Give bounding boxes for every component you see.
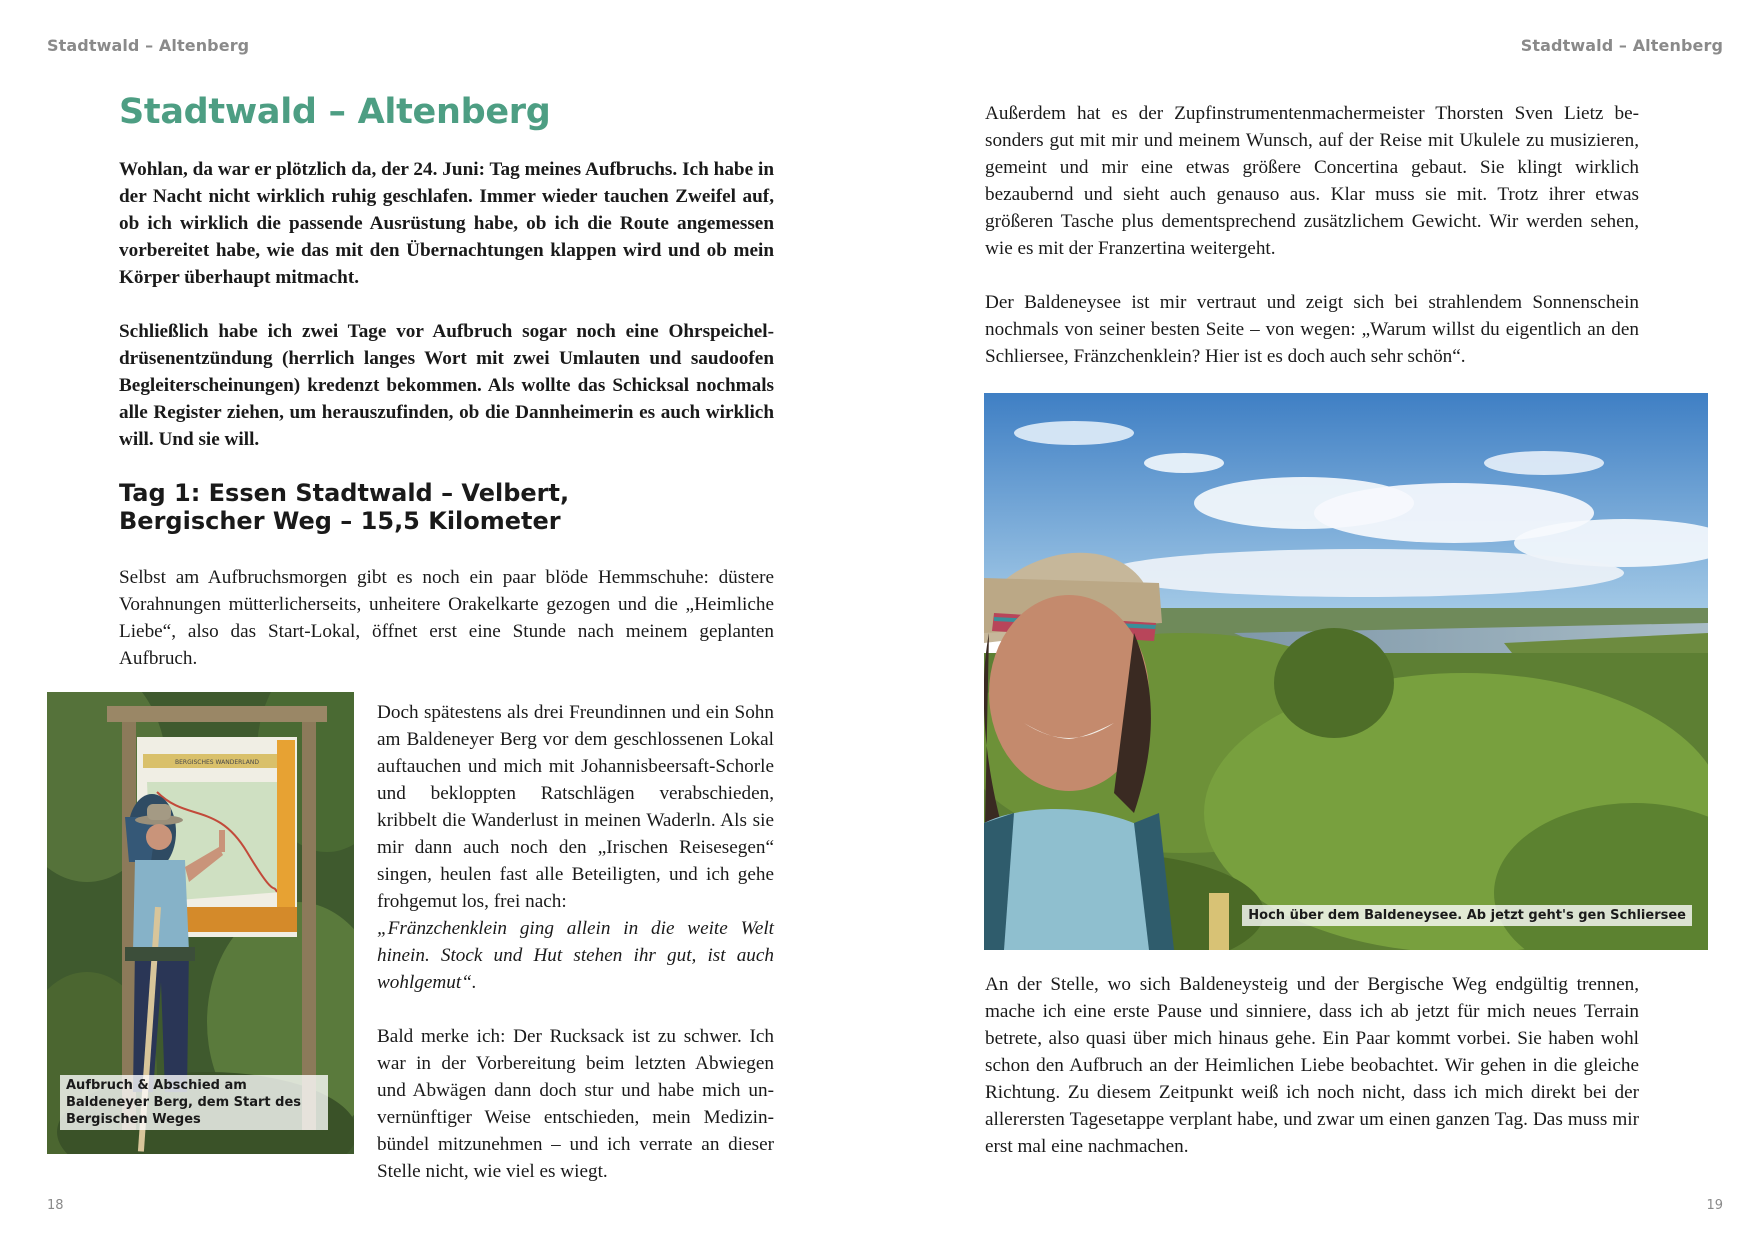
running-head-left: Stadtwald – Altenberg [47, 36, 250, 55]
right-text-top [985, 100, 1639, 370]
side-column-text [377, 699, 774, 1185]
side-paragraph-1: Doch spätestens als drei Freundinnen und ein Sohn am Baldeneyer Berg vor dem geschlossenen Lokal auftauchen und mich mit Johannisbeersaft-Schorle und bekloppten Ratschlägen verabschieden, kribbelt die Wanderlust in meinen Waderln. Als sie mir dann auch noch den „Irischen Reisesegen“ singen, heulen fast alle Beteiligten, und ich gehe frohgemut los, frei nach: [377, 702, 774, 912]
right-page [874, 0, 1748, 1240]
right-text-bottom [985, 971, 1639, 1160]
intro-text [119, 156, 774, 453]
running-head-right: Stadtwald – Altenberg [1520, 36, 1723, 55]
photo-trailhead [47, 692, 354, 1154]
section-heading: Tag 1: Essen Stadtwald – Velbert, Bergischer Weg – 15,5 Kilometer [119, 479, 570, 535]
map-board-title: BERGISCHES WANDERLAND [175, 759, 259, 766]
side-paragraph-2: Bald merke ich: Der Rucksack ist zu schwer. Ich war in der Vorbereitung beim letzten Abwiegen und Abwägen dann doch stur und habe mich unvernünftiger Weise entschieden, mein Medizinbündel mitzunehmen – und ich verrate an dieser Stelle nicht, wie viel es wiegt. [377, 1026, 774, 1182]
photo-baldeneysee [984, 393, 1708, 950]
page-number-right: 19 [1706, 1198, 1723, 1213]
right-paragraph-3: An der Stelle, wo sich Baldeneysteig und der Bergische Weg endgültig trennen, mache ich eine erste Pause und sinniere, dass ich ab jetzt für mich neues Terrain betrete, also quasi über mich hinaus gehe. Ein Paar kommt vorbei. Sie haben wohl schon den Aufbruch an der Heimlichen Liebe beobachtet. Wir gehen in die gleiche Richtung. Zu diesem Zeitpunkt weiß ich noch nicht, dass ich mich direkt bei der allerersten Tagesetappe verplant habe, und zwar um einen ganzen Tag. Das muss mir erst mal eine nachmachen. [985, 974, 1639, 1157]
right-paragraph-1: Außerdem hat es der Zupfinstrumentenmachermeister Thorsten Sven Lietz besonders gut mit mir und meinem Wunsch, auf der Reise mit Ukulele zu musizieren, gemeint und mir eine etwas größere Concertina gebaut. Sie klingt wirklich bezaubernd und sieht auch genauso aus. Klar muss sie mit. Trotz ihrer etwas größeren Tasche plus dementsprechend zusätzlichem Gewicht. Wir werden sehen, wie es mit der Franzertina weitergeht. [985, 103, 1639, 259]
chapter-title: Stadtwald – Altenberg [119, 92, 551, 132]
section-paragraph: Selbst am Aufbruchsmorgen gibt es noch ein paar blöde Hemmschuhe: düstere Vorahnungen mütterlicherseits, unheitere Orakelkarte gezogen und die „Heimliche Liebe“, also das Start-Lokal, öffnet erst eine Stunde nach meinem geplanten Aufbruch. [119, 567, 774, 669]
right-paragraph-2: Der Baldeneysee ist mir vertraut und zeigt sich bei strahlendem Sonnenschein nochmals von seiner besten Seite – von wegen: „Warum willst du eigentlich an den Schliersee, Fränzchenklein? Hier ist es doch auch sehr schön“. [985, 292, 1639, 367]
intro-paragraph-1: Wohlan, da war er plötzlich da, der 24. Juni: Tag meines Aufbruchs. Ich habe in der Nacht nicht wirklich ruhig geschlafen. Immer wieder tauchen Zweifel auf, ob ich wirklich die passende Ausrüstung habe, ob ich die Route angemessen vorbereitet habe, wie das mit den Übernachtungen klappen wird und ob mein Körper überhaupt mitmacht. [119, 159, 774, 288]
page-number-left: 18 [47, 1198, 64, 1213]
intro-paragraph-2: Schließlich habe ich zwei Tage vor Aufbruch sogar noch eine Ohrspeicheldrüsenentzündung (herrlich langes Wort mit zwei Umlauten und saudoofen Begleiterscheinungen) kredenzt bekommen. Als wollte das Schicksal nochmals alle Register ziehen, um herauszufinden, ob die Dannheimerin es auch wirklich will. Und sie will. [119, 321, 774, 450]
baldeneysee-photo-image [984, 393, 1708, 950]
photo-caption-right: Hoch über dem Baldeneysee. Ab jetzt geht's gen Schliersee [1242, 905, 1692, 926]
side-quote: „Fränzchenklein ging allein in die weite Welt hinein. Stock und Hut stehen ihr gut, ist auch wohlgemut“. [377, 918, 774, 993]
section-text [119, 564, 774, 672]
photo-caption-left: Aufbruch & Abschied am Baldeneyer Berg, dem Start des Bergischen Weges [60, 1075, 328, 1130]
